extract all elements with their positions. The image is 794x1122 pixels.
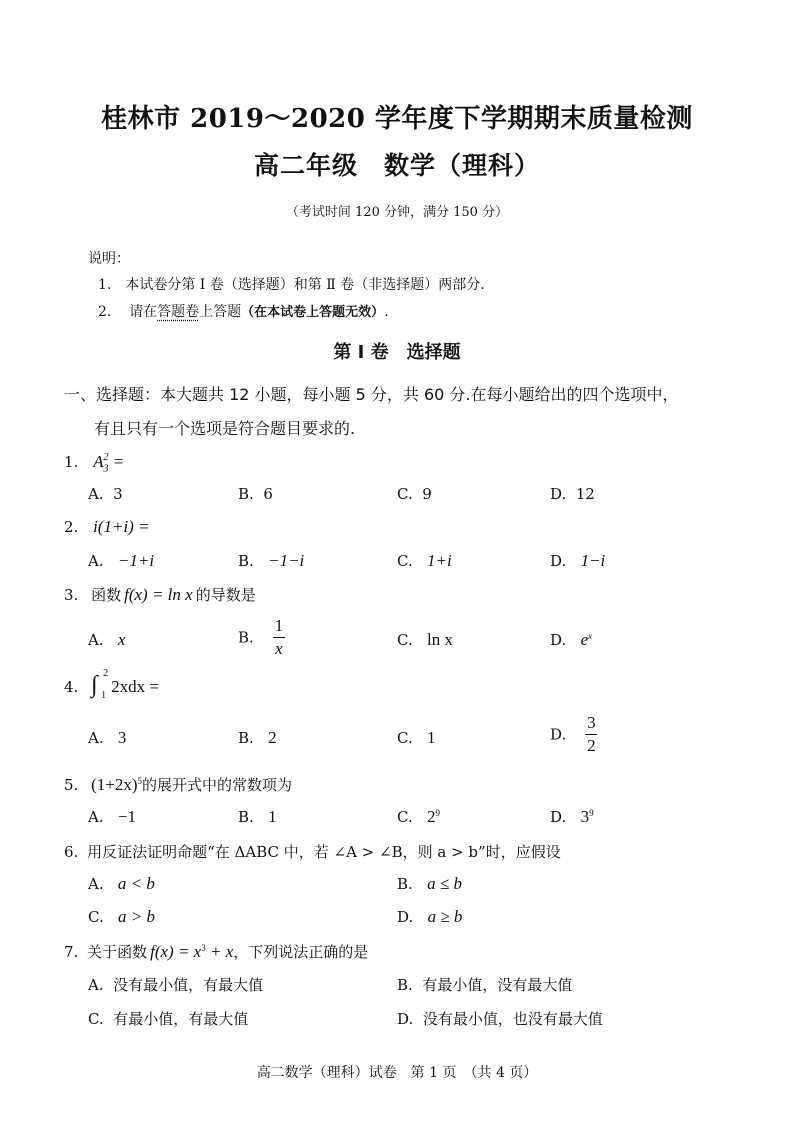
option-1c: C. 9 [397,485,432,503]
option-2d: D. 1−i [550,551,606,570]
page-footer: 高二数学（理科）试卷 第 1 页 （共 4 页） [256,1065,538,1081]
section-heading-line2: 有且只有一个选项是符合题目要求的. [94,419,356,438]
question-stem-math: $A_3^2$ = [93,452,125,475]
exam-info: （考试时间 120 分钟，满分 150 分） [285,205,509,220]
question-6: 6. 用反证法证明命题“在 ΔABC 中，若 ∠A > ∠B，则 a > b”时，应假设 [64,843,561,861]
option-6b: B. a ≤ b [397,874,462,893]
note-2-pre: 请在 [129,304,158,320]
option-7d: D. 没有最小值，也没有最大值 [397,1010,603,1028]
question-5: 5. $(1+2x)^5$的展开式中的常数项为 [64,775,293,794]
fraction: $\frac{3}{2}$ [587,713,596,755]
option-7a: A. 没有最小值，有最大值 [88,976,264,994]
question-number: 1. [64,453,79,471]
note-2-num: 2. [98,304,112,320]
option-6c: C. a > b [88,907,156,926]
exam-title: 桂林市 2019～2020 学年度下学期期末质量检测 [101,104,693,134]
option-2b: B. −1−i [238,551,305,570]
section-heading-line1: 一、选择题：本大题共 12 小题，每小题 5 分，共 60 分.在每小题给出的四个选项中， [64,385,679,404]
notes-label: 说明： [88,251,130,267]
option-4b: B. 2 [238,728,277,747]
note-2 [98,301,389,321]
option-2c: C. 1+i [397,551,452,570]
option-4d: D. $\frac{3}{2}$ [550,713,596,755]
option-3a: A. x [88,630,126,649]
option-4a: A. 3 [88,728,127,747]
option-6a: A. a < b [88,874,155,893]
option-4c: C. 1 [397,728,436,747]
option-3b: B. $\frac{1}{x}$ [238,616,284,658]
question-2: 2. i(1+i) = [64,517,150,536]
note-2-post: 上答题 [199,304,242,320]
option-5a: A. −1 [88,807,137,826]
option-2a: A. −1+i [88,551,155,570]
fraction: $\frac{1}{x}$ [274,616,284,658]
option-3c: C. ln x [397,630,454,649]
option-6d: D. a ≥ b [397,907,463,926]
option-5c: C. $2^9$ [397,807,441,826]
option-5b: B. 1 [238,807,277,826]
note-2-bold: （在本试卷上答题无效） [241,305,385,320]
question-4: 4. ∫ 2 1 2xdx = [64,668,159,701]
option-1a: A. 3 [88,485,123,503]
option-3d: D. $e^x$ [550,630,593,649]
note-2-end: . [384,304,389,320]
question-3: 3. 函数 f(x) = ln x 的导数是 [64,585,256,604]
option-5d: D. $3^9$ [550,807,594,826]
option-7b: B. 有最小值，没有最大值 [397,976,573,994]
note-2-answer-sheet: 答题卷 [157,304,200,320]
question-7: 7. 关于函数 $f(x) = x^3 + x$，下列说法正确的是 [64,942,369,961]
option-1b: B. 6 [238,485,273,503]
question-1 [64,452,124,474]
option-1d: D. 12 [550,485,595,503]
exam-subtitle: 高二年级 数学（理科） [253,151,540,180]
note-1: 1. 本试卷分第 Ⅰ 卷（选择题）和第 Ⅱ 卷（非选择题）两部分. [98,277,485,293]
integral-sign: ∫ 2 1 [91,668,109,701]
section-title: 第 I 卷 选择题 [333,342,461,363]
option-7c: C. 有最小值，有最大值 [88,1010,249,1028]
question-stem-math: i(1+i) = [93,517,150,536]
